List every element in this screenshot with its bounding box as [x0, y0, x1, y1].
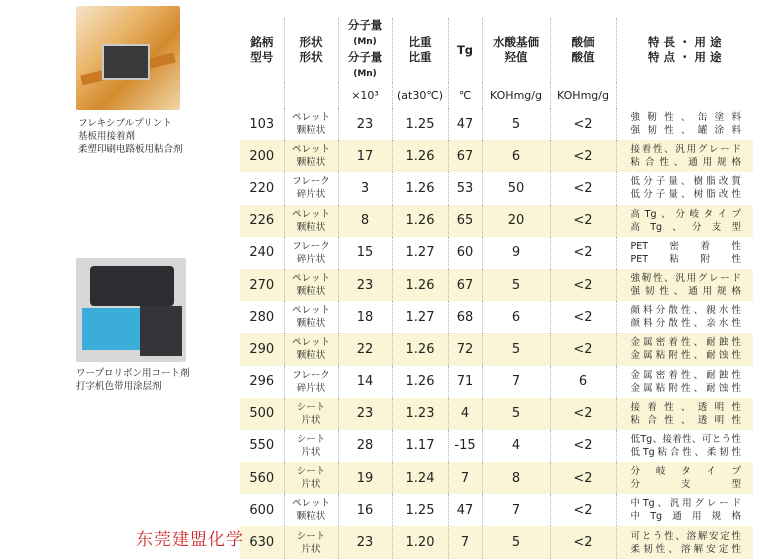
header-hydroxyl-value: 水酸基価 羟值	[482, 18, 550, 82]
tg-cell: 72	[448, 333, 482, 365]
header-specific-gravity: 比重 比重	[392, 18, 448, 82]
molecular-weight-cell: 23	[338, 526, 392, 558]
feature-cell: 金属密着性、耐蝕性 金属粘附性、耐蚀性	[630, 369, 741, 394]
grade-cell: 270	[240, 269, 284, 301]
shape-cell: ペレット 颗粒状	[284, 269, 338, 301]
table-row	[240, 108, 753, 140]
molecular-weight-cell: 23	[338, 398, 392, 430]
molecular-weight-cell: 19	[338, 462, 392, 494]
feature-cell: 高Tg、分岐タイプ 高Tg、分支型	[630, 208, 741, 233]
grade-cell: 600	[240, 494, 284, 526]
acid-value-cell: <2	[550, 205, 616, 237]
tg-cell: 47	[448, 108, 482, 140]
grade-cell: 550	[240, 430, 284, 462]
acid-value-cell: <2	[550, 526, 616, 558]
molecular-weight-cell: 8	[338, 205, 392, 237]
tg-cell: 4	[448, 398, 482, 430]
shape-cell: フレーク 碎片状	[284, 172, 338, 204]
feature-cell: 強靭性、汎用グレード 强韧性、通用规格	[630, 273, 741, 298]
caption-line: フレキシブルプリント	[78, 118, 172, 129]
table-row	[240, 301, 753, 333]
hydroxyl-value-cell: 8	[482, 462, 550, 494]
feature-cell: 顔料分散性、親水性 颜料分散性、亲水性	[630, 305, 741, 330]
tg-cell: 67	[448, 269, 482, 301]
table-row	[240, 237, 753, 269]
shape-cell: シート 片状	[284, 398, 338, 430]
shape-cell: シート 片状	[284, 526, 338, 558]
feature-cell: 低Tg、接着性、可とう性 低Tg粘合性、柔韧性	[630, 433, 741, 458]
tg-cell: 68	[448, 301, 482, 333]
shape-cell: フレーク 碎片状	[284, 237, 338, 269]
table-row	[240, 366, 753, 398]
acid-value-cell: <2	[550, 301, 616, 333]
feature-cell: 低分子量、樹脂改質 低分子量、树脂改性	[630, 176, 741, 201]
grade-cell: 103	[240, 108, 284, 140]
acid-value-cell: <2	[550, 269, 616, 301]
ribbon-coating-caption	[76, 367, 190, 393]
molecular-weight-cell: 15	[338, 237, 392, 269]
specific-gravity-cell: 1.20	[392, 526, 448, 558]
unit-grade	[240, 82, 284, 108]
table-row	[240, 526, 753, 558]
specific-gravity-cell: 1.26	[392, 269, 448, 301]
grade-cell: 220	[240, 172, 284, 204]
photo-pcb-connector	[102, 44, 150, 80]
grade-table-wrapper	[240, 18, 753, 559]
specific-gravity-cell: 1.26	[392, 172, 448, 204]
molecular-weight-cell: 17	[338, 140, 392, 172]
shape-cell: ペレット 颗粒状	[284, 205, 338, 237]
shape-cell: ペレット 颗粒状	[284, 494, 338, 526]
header-shape: 形状 形状	[284, 18, 338, 82]
grade-cell: 200	[240, 140, 284, 172]
header-acid-value: 酸価 酸值	[550, 18, 616, 82]
hydroxyl-value-cell: 5	[482, 333, 550, 365]
grade-cell: 560	[240, 462, 284, 494]
acid-value-cell: <2	[550, 430, 616, 462]
table-row	[240, 205, 753, 237]
photo-ribbon-cartridge	[90, 266, 174, 306]
feature-cell: 接着性、汎用グレード 粘合性、通用规格	[630, 144, 741, 169]
grade-rows	[240, 108, 753, 559]
hydroxyl-value-cell: 7	[482, 494, 550, 526]
hydroxyl-value-cell: 20	[482, 205, 550, 237]
molecular-weight-cell: 18	[338, 301, 392, 333]
caption-line: 打字机色带用涂层剂	[76, 381, 162, 392]
grade-spec-table	[240, 18, 753, 559]
specific-gravity-cell: 1.27	[392, 237, 448, 269]
specific-gravity-cell: 1.23	[392, 398, 448, 430]
unit-specific-gravity: (at30℃)	[392, 82, 448, 108]
table-row	[240, 398, 753, 430]
unit-feature	[616, 82, 753, 108]
molecular-weight-cell: 23	[338, 108, 392, 140]
molecular-weight-cell: 22	[338, 333, 392, 365]
acid-value-cell: <2	[550, 398, 616, 430]
units-row	[240, 82, 753, 108]
tg-cell: 53	[448, 172, 482, 204]
unit-hydroxyl-value: KOHmg/g	[482, 82, 550, 108]
caption-line: ワープロリボン用コート剤	[76, 368, 190, 379]
feature-cell: 金属密着性、耐蝕性 金属粘附性、耐蚀性	[630, 337, 741, 362]
fpc-adhesive-photo	[76, 6, 180, 110]
specific-gravity-cell: 1.26	[392, 140, 448, 172]
feature-cell: 分岐タイプ 分支型	[630, 466, 741, 491]
hydroxyl-value-cell: 9	[482, 237, 550, 269]
acid-value-cell: <2	[550, 172, 616, 204]
table-row	[240, 494, 753, 526]
tg-cell: 47	[448, 494, 482, 526]
specific-gravity-cell: 1.24	[392, 462, 448, 494]
tg-cell: 60	[448, 237, 482, 269]
shape-cell: ペレット 颗粒状	[284, 108, 338, 140]
hydroxyl-value-cell: 5	[482, 526, 550, 558]
hydroxyl-value-cell: 6	[482, 140, 550, 172]
hydroxyl-value-cell: 4	[482, 430, 550, 462]
grade-cell: 226	[240, 205, 284, 237]
shape-cell: シート 片状	[284, 430, 338, 462]
header-grade: 銘柄 型号	[240, 18, 284, 82]
specific-gravity-cell: 1.26	[392, 366, 448, 398]
hydroxyl-value-cell: 50	[482, 172, 550, 204]
grade-cell: 296	[240, 366, 284, 398]
feature-cell: 可とう性、溶解安定性 柔韧性、溶解安定性	[630, 530, 741, 555]
table-row	[240, 140, 753, 172]
hydroxyl-value-cell: 5	[482, 108, 550, 140]
grade-cell: 500	[240, 398, 284, 430]
shape-cell: シート 片状	[284, 462, 338, 494]
specific-gravity-cell: 1.17	[392, 430, 448, 462]
tg-cell: 71	[448, 366, 482, 398]
unit-shape	[284, 82, 338, 108]
molecular-weight-cell: 16	[338, 494, 392, 526]
shape-cell: ペレット 颗粒状	[284, 301, 338, 333]
acid-value-cell: <2	[550, 140, 616, 172]
hydroxyl-value-cell: 7	[482, 366, 550, 398]
table-row	[240, 333, 753, 365]
acid-value-cell: <2	[550, 108, 616, 140]
grade-cell: 630	[240, 526, 284, 558]
table-row	[240, 269, 753, 301]
photo-ribbon-body	[140, 306, 182, 356]
grade-cell: 290	[240, 333, 284, 365]
company-watermark: 东莞建盟化学	[136, 530, 244, 550]
table-row	[240, 172, 753, 204]
header-tg: Tg	[448, 18, 482, 82]
specific-gravity-cell: 1.26	[392, 205, 448, 237]
tg-cell: 67	[448, 140, 482, 172]
shape-cell: ペレット 颗粒状	[284, 140, 338, 172]
acid-value-cell: <2	[550, 462, 616, 494]
acid-value-cell: <2	[550, 494, 616, 526]
molecular-weight-cell: 3	[338, 172, 392, 204]
grade-cell: 280	[240, 301, 284, 333]
tg-cell: 7	[448, 526, 482, 558]
feature-cell: 中Tg、汎用グレード 中Tg通用规格	[630, 498, 741, 523]
header-molecular-weight: 分子量(Mn) 分子量(Mn)	[338, 18, 392, 82]
feature-cell: 接着性、透明性 粘合性、透明性	[630, 401, 741, 426]
unit-tg: ℃	[448, 82, 482, 108]
feature-cell: 強靭性、缶塗料 强韧性、罐涂料	[630, 112, 741, 137]
header-row	[240, 18, 753, 82]
unit-molecular-weight: ×10³	[338, 82, 392, 108]
feature-cell: PET密着性 PET粘附性	[630, 240, 741, 265]
acid-value-cell: 6	[550, 366, 616, 398]
molecular-weight-cell: 28	[338, 430, 392, 462]
acid-value-cell: <2	[550, 333, 616, 365]
acid-value-cell: <2	[550, 237, 616, 269]
caption-line: 柔塑印刷电路板用粘合剂	[78, 144, 183, 155]
header-feature: 特 長 ・ 用 途 特 点 ・ 用 途	[647, 35, 722, 64]
tg-cell: 7	[448, 462, 482, 494]
molecular-weight-cell: 23	[338, 269, 392, 301]
caption-line: 基板用接着剤	[78, 131, 136, 142]
hydroxyl-value-cell: 6	[482, 301, 550, 333]
tg-cell: -15	[448, 430, 482, 462]
molecular-weight-cell: 14	[338, 366, 392, 398]
specific-gravity-cell: 1.25	[392, 108, 448, 140]
hydroxyl-value-cell: 5	[482, 269, 550, 301]
specific-gravity-cell: 1.26	[392, 333, 448, 365]
table-row	[240, 430, 753, 462]
specific-gravity-cell: 1.25	[392, 494, 448, 526]
fpc-adhesive-caption	[78, 117, 183, 156]
grade-cell: 240	[240, 237, 284, 269]
specific-gravity-cell: 1.27	[392, 301, 448, 333]
tg-cell: 65	[448, 205, 482, 237]
shape-cell: ペレット 颗粒状	[284, 333, 338, 365]
ribbon-coating-photo	[76, 258, 186, 362]
unit-acid-value: KOHmg/g	[550, 82, 616, 108]
shape-cell: フレーク 碎片状	[284, 366, 338, 398]
table-row	[240, 462, 753, 494]
hydroxyl-value-cell: 5	[482, 398, 550, 430]
